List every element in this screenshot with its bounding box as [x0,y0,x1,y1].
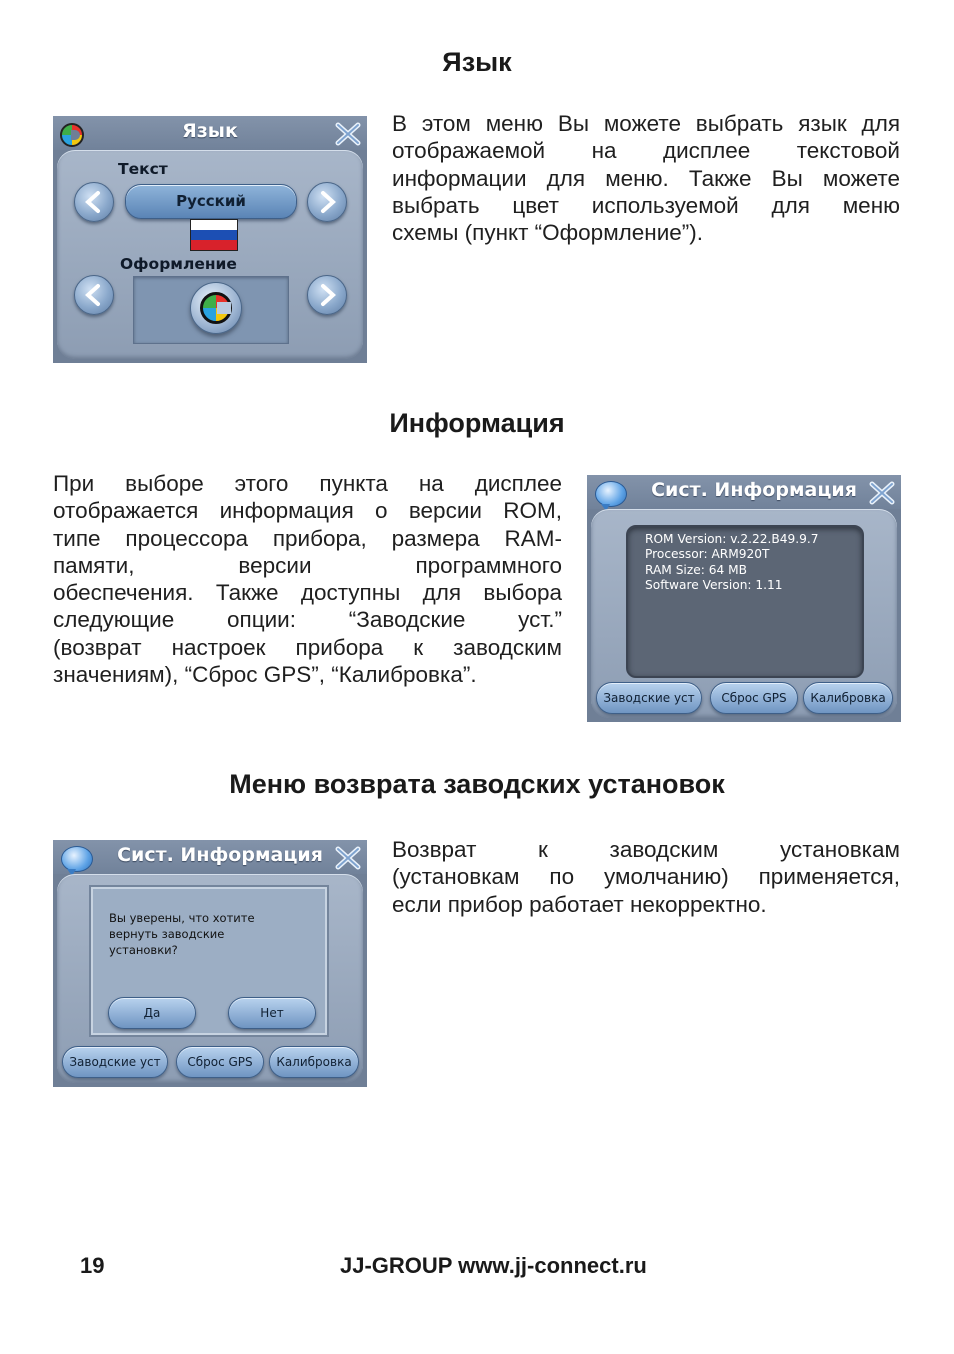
chevron-right-icon [308,183,346,221]
info-description [53,470,562,688]
text-line: обеспечения. Также доступны для выбора [53,580,562,606]
factory-reset-description [392,836,900,918]
confirm-line: установки? [109,943,178,957]
language-description [392,110,900,246]
factory-reset-button[interactable]: Заводские уст [62,1046,168,1078]
page-number: 19 [80,1253,105,1278]
chevron-left-icon [75,183,113,221]
section-heading-language: Язык [442,47,512,77]
prev-language-button[interactable] [74,182,114,222]
russian-flag-icon [190,219,238,251]
theme-logo-icon [190,282,242,334]
text-line: схемы (пункт “Оформление”). [392,220,704,246]
prev-theme-button[interactable] [74,275,114,315]
yes-button[interactable]: Да [108,997,196,1029]
screen-title: Язык [182,120,238,142]
text-line: В этом меню Вы можете выбрать язык для [392,111,900,136]
close-icon[interactable] [335,846,361,870]
text-line: выбрать цвет используемой для меню [392,192,900,218]
language-screen [53,116,367,363]
text-line: если прибор работает некорректно. [392,891,767,917]
footer-brand: JJ-GROUP www.jj-connect.ru [340,1253,647,1278]
close-icon[interactable] [869,481,895,505]
system-info-screen [587,475,901,722]
close-icon[interactable] [335,122,361,146]
next-theme-button[interactable] [307,275,347,315]
ram-size: RAM Size: 64 MB [645,563,747,577]
flag-red-stripe [191,240,237,250]
theme-label: Оформление [120,255,237,273]
chevron-left-icon [75,276,113,314]
screen-title: Сист. Информация [117,844,323,866]
next-language-button[interactable] [307,182,347,222]
text-line: (возврат настроек прибора к заводским [53,634,562,660]
confirm-line: вернуть заводские [109,927,225,941]
text-line: отображаемой на дисплее текстовой [392,138,900,164]
flag-blue-stripe [191,230,237,240]
calibration-button[interactable]: Калибровка [269,1046,359,1078]
screen-title: Сист. Информация [651,479,857,501]
section-heading-info: Информация [389,408,565,438]
factory-reset-screen [53,840,367,1087]
text-line: типе процессора прибора, размера RAM- [53,525,562,551]
processor: Processor: ARM920T [645,547,770,561]
text-line: Возврат к заводским установкам [392,837,900,862]
text-line: отображается информация о версии ROM, [53,498,562,524]
text-label: Текст [118,160,168,178]
software-version: Software Version: 1.11 [645,578,783,592]
text-line: (установкам по умолчанию) применяется, [392,864,900,890]
text-line: информации для меню. Также Вы можете [392,165,900,191]
chevron-right-icon [308,276,346,314]
language-value: Русский [125,184,297,219]
reset-gps-button[interactable]: Сброс GPS [176,1046,264,1078]
text-line: При выборе этого пункта на дисплее [53,471,562,496]
factory-reset-button[interactable]: Заводские уст [596,682,702,714]
text-line: значениям), “Сброс GPS”, “Калибровка”. [53,662,477,688]
flag-white-stripe [191,220,237,230]
no-button[interactable]: Нет [228,997,316,1029]
rom-version: ROM Version: v.2.22.B49.9.7 [645,532,819,546]
text-line: памяти, версии программного [53,552,562,578]
reset-gps-button[interactable]: Сброс GPS [710,682,798,714]
calibration-button[interactable]: Калибровка [803,682,893,714]
text-line: следующие опции: “Заводские уст.” [53,607,562,633]
confirm-line: Вы уверены, что хотите [109,911,255,925]
section-heading-factory-reset: Меню возврата заводских установок [229,769,725,799]
